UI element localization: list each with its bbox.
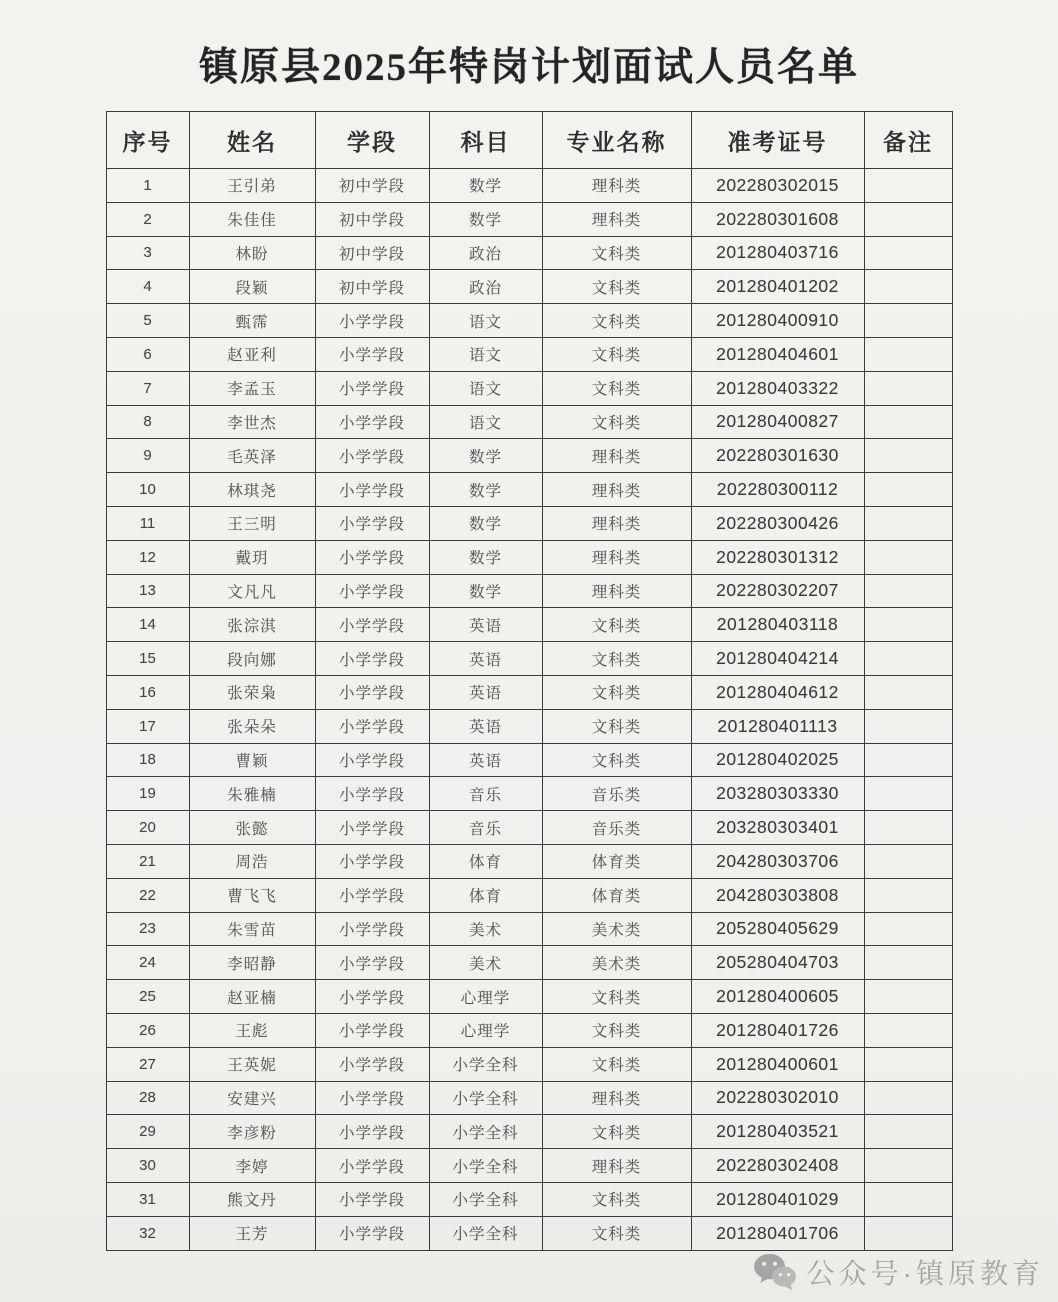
cell-ticket: 202280301630 [691, 439, 864, 473]
table-row [106, 675, 952, 709]
cell-subject: 心理学 [429, 980, 542, 1014]
interview-roster-table [106, 111, 953, 1251]
cell-subject: 数学 [429, 202, 542, 236]
table-row [106, 540, 952, 574]
cell-major: 文科类 [542, 1047, 691, 1081]
cell-remark [864, 405, 952, 439]
table-row [106, 811, 952, 845]
cell-remark [864, 574, 952, 608]
cell-name: 安建兴 [189, 1081, 315, 1115]
cell-ticket: 201280404601 [691, 337, 864, 371]
cell-remark [864, 202, 952, 236]
cell-major: 理科类 [542, 473, 691, 507]
cell-no: 5 [106, 304, 189, 338]
cell-subject: 语文 [429, 405, 542, 439]
cell-no: 6 [106, 337, 189, 371]
cell-subject: 数学 [429, 540, 542, 574]
cell-major: 文科类 [542, 304, 691, 338]
cell-name: 朱佳佳 [189, 202, 315, 236]
cell-no: 10 [106, 473, 189, 507]
cell-remark [864, 946, 952, 980]
table-row [106, 1149, 952, 1183]
cell-level: 小学学段 [315, 777, 429, 811]
table-row [106, 371, 952, 405]
cell-no: 25 [106, 980, 189, 1014]
cell-level: 小学学段 [315, 1216, 429, 1250]
cell-name: 林琪尧 [189, 473, 315, 507]
cell-major: 文科类 [542, 371, 691, 405]
table-row [106, 642, 952, 676]
cell-major: 文科类 [542, 337, 691, 371]
cell-subject: 小学全科 [429, 1182, 542, 1216]
cell-level: 小学学段 [315, 946, 429, 980]
table-row [106, 946, 952, 980]
cell-no: 26 [106, 1013, 189, 1047]
cell-ticket: 201280400605 [691, 980, 864, 1014]
cell-remark [864, 473, 952, 507]
table-body [106, 169, 952, 1251]
cell-level: 小学学段 [315, 1081, 429, 1115]
header-school-level: 学段 [315, 112, 429, 169]
cell-no: 3 [106, 236, 189, 270]
cell-major: 理科类 [542, 506, 691, 540]
cell-no: 21 [106, 844, 189, 878]
cell-ticket: 201280402025 [691, 743, 864, 777]
cell-name: 李孟玉 [189, 371, 315, 405]
cell-subject: 美术 [429, 912, 542, 946]
cell-major: 理科类 [542, 1149, 691, 1183]
cell-major: 体育类 [542, 844, 691, 878]
cell-level: 小学学段 [315, 574, 429, 608]
cell-major: 理科类 [542, 202, 691, 236]
cell-name: 王彪 [189, 1013, 315, 1047]
cell-level: 小学学段 [315, 439, 429, 473]
cell-no: 4 [106, 270, 189, 304]
cell-remark [864, 270, 952, 304]
cell-major: 文科类 [542, 675, 691, 709]
cell-level: 小学学段 [315, 337, 429, 371]
cell-ticket: 202280301312 [691, 540, 864, 574]
cell-no: 29 [106, 1115, 189, 1149]
cell-ticket: 202280302010 [691, 1081, 864, 1115]
cell-ticket: 201280400601 [691, 1047, 864, 1081]
table-row [106, 304, 952, 338]
cell-name: 王引弟 [189, 169, 315, 203]
cell-remark [864, 1047, 952, 1081]
table-row [106, 980, 952, 1014]
cell-remark [864, 1182, 952, 1216]
table-row [106, 1013, 952, 1047]
table-row [106, 912, 952, 946]
cell-no: 23 [106, 912, 189, 946]
cell-no: 28 [106, 1081, 189, 1115]
cell-remark [864, 337, 952, 371]
header-major-name: 专业名称 [542, 112, 691, 169]
table-row [106, 777, 952, 811]
cell-remark [864, 811, 952, 845]
cell-ticket: 204280303706 [691, 844, 864, 878]
cell-ticket: 201280401113 [691, 709, 864, 743]
table-row [106, 1047, 952, 1081]
cell-ticket: 201280400827 [691, 405, 864, 439]
table-row [106, 878, 952, 912]
cell-no: 18 [106, 743, 189, 777]
cell-major: 理科类 [542, 439, 691, 473]
cell-level: 小学学段 [315, 371, 429, 405]
cell-major: 文科类 [542, 236, 691, 270]
cell-remark [864, 709, 952, 743]
cell-no: 16 [106, 675, 189, 709]
cell-name: 王芳 [189, 1216, 315, 1250]
cell-major: 文科类 [542, 642, 691, 676]
cell-level: 小学学段 [315, 608, 429, 642]
cell-name: 赵亚楠 [189, 980, 315, 1014]
table-row [106, 405, 952, 439]
cell-level: 初中学段 [315, 236, 429, 270]
cell-ticket: 204280303808 [691, 878, 864, 912]
cell-major: 体育类 [542, 878, 691, 912]
cell-major: 理科类 [542, 169, 691, 203]
cell-subject: 小学全科 [429, 1115, 542, 1149]
cell-ticket: 202280300426 [691, 506, 864, 540]
cell-remark [864, 980, 952, 1014]
cell-ticket: 201280404612 [691, 675, 864, 709]
cell-ticket: 201280403322 [691, 371, 864, 405]
cell-major: 文科类 [542, 608, 691, 642]
cell-remark [864, 1216, 952, 1250]
cell-level: 小学学段 [315, 912, 429, 946]
cell-level: 初中学段 [315, 202, 429, 236]
cell-ticket: 202280302207 [691, 574, 864, 608]
cell-major: 美术类 [542, 912, 691, 946]
cell-major: 文科类 [542, 709, 691, 743]
cell-remark [864, 304, 952, 338]
cell-level: 小学学段 [315, 1115, 429, 1149]
cell-major: 美术类 [542, 946, 691, 980]
cell-ticket: 205280405629 [691, 912, 864, 946]
table-row [106, 1115, 952, 1149]
cell-remark [864, 608, 952, 642]
cell-no: 7 [106, 371, 189, 405]
cell-level: 小学学段 [315, 709, 429, 743]
cell-ticket: 202280301608 [691, 202, 864, 236]
cell-ticket: 203280303330 [691, 777, 864, 811]
cell-remark [864, 1149, 952, 1183]
cell-level: 小学学段 [315, 1047, 429, 1081]
cell-remark [864, 743, 952, 777]
table-row [106, 608, 952, 642]
cell-remark [864, 169, 952, 203]
table-row [106, 439, 952, 473]
cell-subject: 音乐 [429, 811, 542, 845]
cell-subject: 英语 [429, 675, 542, 709]
cell-level: 小学学段 [315, 675, 429, 709]
cell-name: 林盼 [189, 236, 315, 270]
cell-name: 段向娜 [189, 642, 315, 676]
table-row [106, 506, 952, 540]
cell-name: 张懿 [189, 811, 315, 845]
cell-major: 理科类 [542, 574, 691, 608]
cell-level: 小学学段 [315, 1013, 429, 1047]
table-row [106, 844, 952, 878]
cell-remark [864, 236, 952, 270]
cell-remark [864, 642, 952, 676]
cell-level: 小学学段 [315, 540, 429, 574]
cell-major: 文科类 [542, 405, 691, 439]
cell-subject: 体育 [429, 878, 542, 912]
cell-ticket: 201280403716 [691, 236, 864, 270]
cell-no: 30 [106, 1149, 189, 1183]
cell-subject: 英语 [429, 642, 542, 676]
cell-ticket: 201280401029 [691, 1182, 864, 1216]
cell-no: 31 [106, 1182, 189, 1216]
header-name: 姓名 [189, 112, 315, 169]
cell-ticket: 201280400910 [691, 304, 864, 338]
table-row [106, 1081, 952, 1115]
cell-subject: 英语 [429, 743, 542, 777]
cell-no: 15 [106, 642, 189, 676]
cell-remark [864, 506, 952, 540]
cell-ticket: 201280403118 [691, 608, 864, 642]
cell-ticket: 202280300112 [691, 473, 864, 507]
cell-remark [864, 439, 952, 473]
cell-name: 熊文丹 [189, 1182, 315, 1216]
cell-name: 李昭静 [189, 946, 315, 980]
cell-subject: 数学 [429, 439, 542, 473]
cell-subject: 数学 [429, 473, 542, 507]
watermark-text: 公众号·镇原教育 [806, 1258, 1044, 1289]
cell-name: 周浩 [189, 844, 315, 878]
cell-level: 小学学段 [315, 473, 429, 507]
cell-remark [864, 371, 952, 405]
table-row [106, 709, 952, 743]
cell-ticket: 205280404703 [691, 946, 864, 980]
cell-remark [864, 912, 952, 946]
cell-remark [864, 675, 952, 709]
cell-level: 小学学段 [315, 811, 429, 845]
cell-no: 27 [106, 1047, 189, 1081]
cell-subject: 体育 [429, 844, 542, 878]
header-serial-number: 序号 [106, 112, 189, 169]
cell-remark [864, 1115, 952, 1149]
cell-subject: 英语 [429, 709, 542, 743]
header-row [106, 112, 952, 169]
cell-level: 小学学段 [315, 304, 429, 338]
table-row [106, 574, 952, 608]
header-subject: 科目 [429, 112, 542, 169]
cell-ticket: 201280403521 [691, 1115, 864, 1149]
cell-major: 文科类 [542, 980, 691, 1014]
table-row [106, 202, 952, 236]
cell-subject: 心理学 [429, 1013, 542, 1047]
watermark [753, 1252, 1044, 1292]
cell-level: 小学学段 [315, 405, 429, 439]
cell-ticket: 202280302015 [691, 169, 864, 203]
cell-level: 小学学段 [315, 878, 429, 912]
cell-name: 戴玥 [189, 540, 315, 574]
cell-major: 文科类 [542, 1115, 691, 1149]
cell-no: 9 [106, 439, 189, 473]
cell-name: 李世杰 [189, 405, 315, 439]
cell-no: 13 [106, 574, 189, 608]
table-row [106, 473, 952, 507]
cell-no: 22 [106, 878, 189, 912]
cell-no: 2 [106, 202, 189, 236]
cell-level: 小学学段 [315, 1182, 429, 1216]
cell-subject: 数学 [429, 169, 542, 203]
table-row [106, 236, 952, 270]
cell-name: 甄霈 [189, 304, 315, 338]
cell-level: 小学学段 [315, 506, 429, 540]
cell-subject: 小学全科 [429, 1149, 542, 1183]
cell-ticket: 201280401726 [691, 1013, 864, 1047]
cell-name: 李彦粉 [189, 1115, 315, 1149]
cell-no: 8 [106, 405, 189, 439]
cell-subject: 英语 [429, 608, 542, 642]
cell-level: 小学学段 [315, 844, 429, 878]
cell-no: 24 [106, 946, 189, 980]
cell-level: 初中学段 [315, 169, 429, 203]
cell-subject: 小学全科 [429, 1216, 542, 1250]
table-row [106, 743, 952, 777]
cell-name: 曹飞飞 [189, 878, 315, 912]
table-row [106, 1216, 952, 1250]
cell-ticket: 201280401706 [691, 1216, 864, 1250]
cell-no: 19 [106, 777, 189, 811]
cell-major: 音乐类 [542, 811, 691, 845]
cell-level: 小学学段 [315, 642, 429, 676]
cell-name: 张荣枭 [189, 675, 315, 709]
cell-no: 11 [106, 506, 189, 540]
cell-no: 17 [106, 709, 189, 743]
cell-subject: 语文 [429, 337, 542, 371]
cell-major: 文科类 [542, 743, 691, 777]
cell-remark [864, 777, 952, 811]
cell-level: 初中学段 [315, 270, 429, 304]
cell-subject: 语文 [429, 371, 542, 405]
cell-name: 曹颖 [189, 743, 315, 777]
wechat-icon [753, 1252, 797, 1292]
cell-no: 14 [106, 608, 189, 642]
cell-ticket: 203280303401 [691, 811, 864, 845]
cell-major: 文科类 [542, 1013, 691, 1047]
cell-level: 小学学段 [315, 980, 429, 1014]
header-remark: 备注 [864, 112, 952, 169]
cell-subject: 小学全科 [429, 1047, 542, 1081]
table-header [106, 112, 952, 169]
cell-ticket: 202280302408 [691, 1149, 864, 1183]
cell-subject: 美术 [429, 946, 542, 980]
cell-no: 1 [106, 169, 189, 203]
cell-subject: 语文 [429, 304, 542, 338]
cell-major: 文科类 [542, 1182, 691, 1216]
cell-name: 张朵朵 [189, 709, 315, 743]
cell-ticket: 201280401202 [691, 270, 864, 304]
cell-remark [864, 540, 952, 574]
cell-name: 赵亚利 [189, 337, 315, 371]
table-row [106, 337, 952, 371]
cell-remark [864, 844, 952, 878]
cell-level: 小学学段 [315, 743, 429, 777]
cell-subject: 数学 [429, 506, 542, 540]
cell-remark [864, 1081, 952, 1115]
cell-name: 朱雅楠 [189, 777, 315, 811]
cell-name: 段颖 [189, 270, 315, 304]
table-row [106, 1182, 952, 1216]
cell-major: 文科类 [542, 270, 691, 304]
page-title: 镇原县2025年特岗计划面试人员名单 [198, 46, 859, 89]
cell-name: 王英妮 [189, 1047, 315, 1081]
header-ticket-number: 准考证号 [691, 112, 864, 169]
cell-name: 朱雪苗 [189, 912, 315, 946]
cell-name: 文凡凡 [189, 574, 315, 608]
cell-subject: 音乐 [429, 777, 542, 811]
cell-name: 李婷 [189, 1149, 315, 1183]
cell-major: 音乐类 [542, 777, 691, 811]
cell-remark [864, 1013, 952, 1047]
cell-subject: 小学全科 [429, 1081, 542, 1115]
cell-subject: 政治 [429, 270, 542, 304]
cell-no: 12 [106, 540, 189, 574]
cell-major: 理科类 [542, 540, 691, 574]
cell-major: 理科类 [542, 1081, 691, 1115]
cell-remark [864, 878, 952, 912]
cell-name: 张淙淇 [189, 608, 315, 642]
cell-no: 20 [106, 811, 189, 845]
cell-ticket: 201280404214 [691, 642, 864, 676]
cell-subject: 数学 [429, 574, 542, 608]
cell-name: 王三明 [189, 506, 315, 540]
cell-no: 32 [106, 1216, 189, 1250]
cell-subject: 政治 [429, 236, 542, 270]
cell-major: 文科类 [542, 1216, 691, 1250]
table-row [106, 270, 952, 304]
cell-name: 毛英泽 [189, 439, 315, 473]
cell-level: 小学学段 [315, 1149, 429, 1183]
table-row [106, 169, 952, 203]
